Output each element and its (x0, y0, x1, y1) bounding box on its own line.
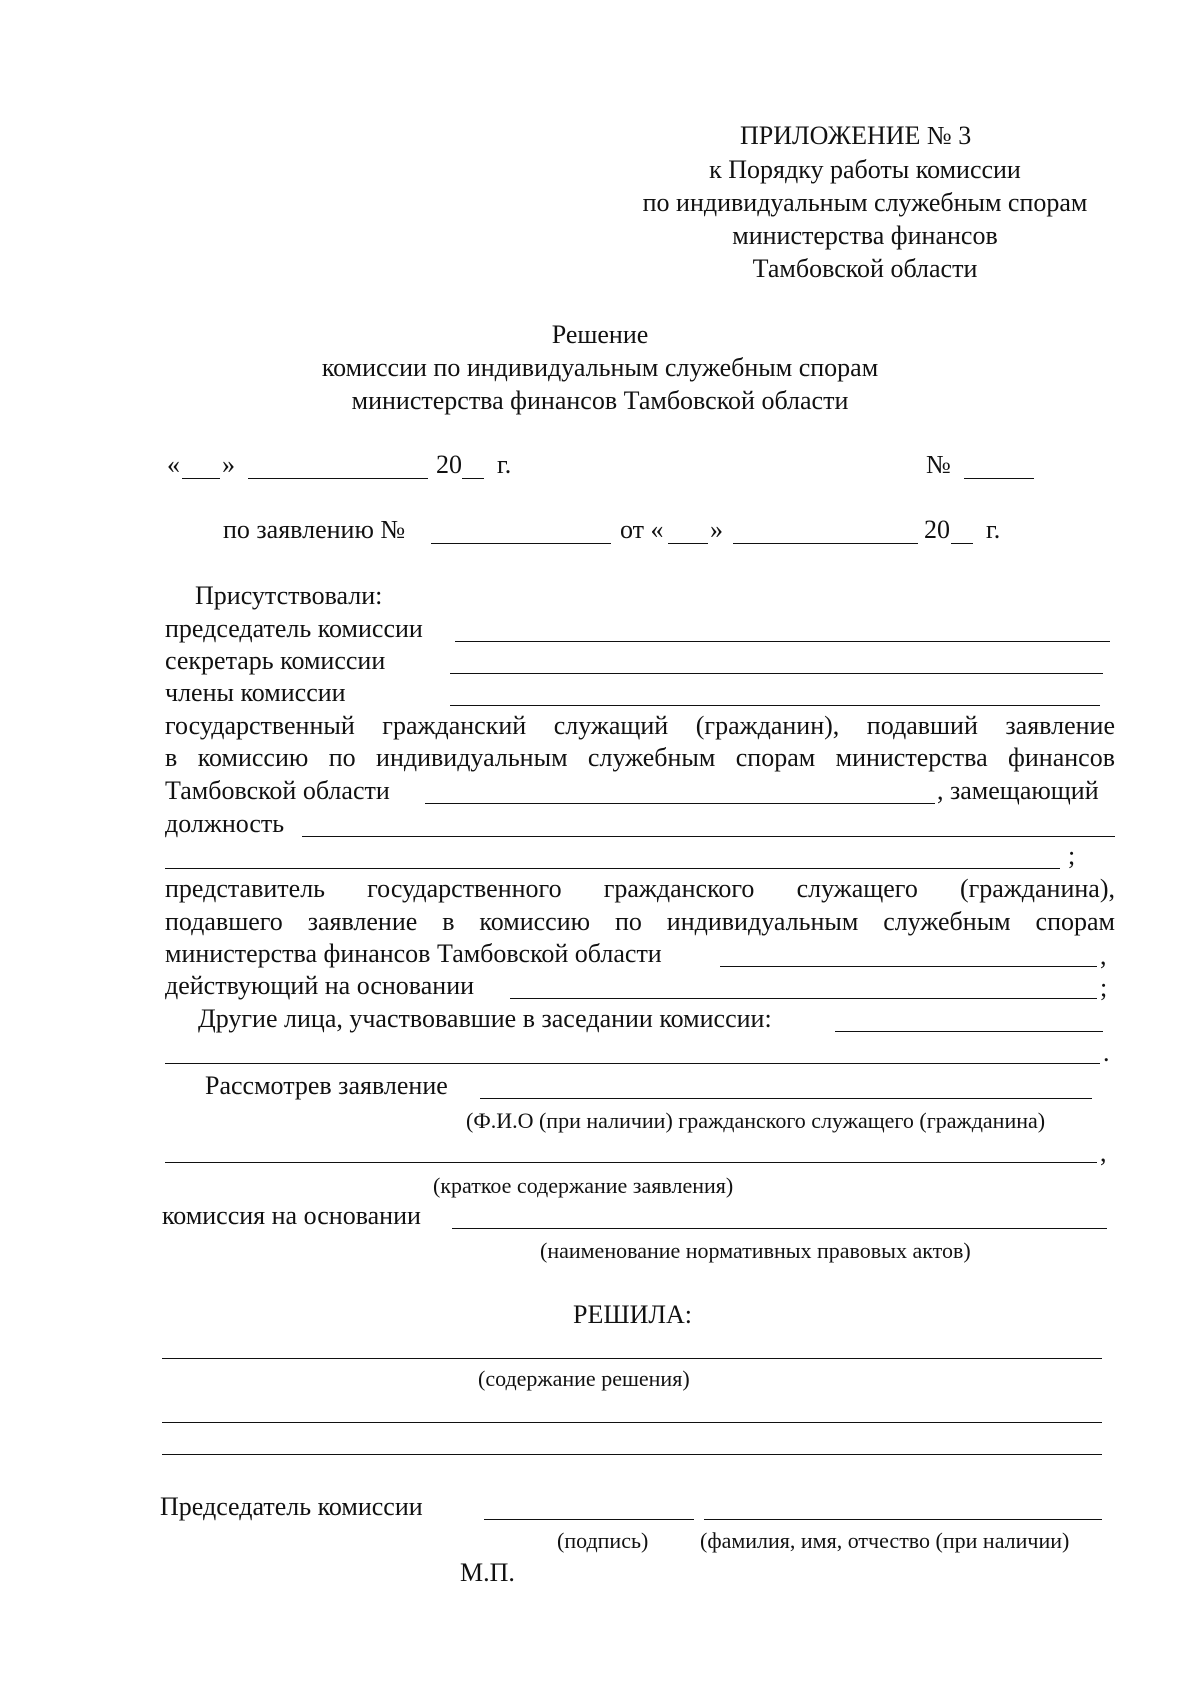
servant-name-field[interactable] (425, 803, 935, 804)
servant-line-3-start: Тамбовской области (165, 776, 390, 805)
appendix-line-3: министерства финансов (732, 221, 998, 250)
appendix-title: ПРИЛОЖЕНИЕ № 3 (740, 121, 972, 150)
review-name-field[interactable] (480, 1098, 1092, 1099)
appendix-line-2: по индивидуальным служебным спорам (642, 188, 1088, 217)
date-year-field[interactable] (462, 478, 484, 479)
application-year-field[interactable] (951, 543, 973, 544)
position-label: должность (165, 809, 285, 838)
others-field-continued[interactable] (165, 1063, 1100, 1064)
application-month-field[interactable] (733, 543, 918, 544)
decision-field-3[interactable] (162, 1454, 1102, 1455)
title-line-3: министерства финансов Тамбовской области (351, 386, 849, 415)
application-label: по заявлению № (223, 515, 406, 544)
acts-caption: (наименование нормативных правовых актов) (540, 1238, 971, 1263)
chairman-label: председатель комиссии (165, 614, 423, 643)
servant-line-2: в комиссию по индивидуальным служебным спорам министерства финансов (165, 743, 1115, 772)
commission-basis-field[interactable] (452, 1228, 1107, 1229)
review-label: Рассмотрев заявление (205, 1071, 448, 1100)
chairman-field[interactable] (455, 641, 1110, 642)
secretary-field[interactable] (450, 673, 1103, 674)
name-caption: (фамилия, имя, отчество (при наличии) (700, 1528, 1070, 1553)
others-label: Другие лица, участвовавшие в заседании комиссии: (198, 1004, 772, 1033)
decision-field-1[interactable] (162, 1358, 1102, 1359)
application-year-prefix: 20 (924, 515, 950, 544)
members-label: члены комиссии (165, 678, 346, 707)
basis-field[interactable] (510, 998, 1097, 999)
representative-comma: , (1100, 941, 1107, 970)
application-close-quote: » (710, 515, 723, 544)
review-comma: , (1100, 1138, 1107, 1167)
date-open-quote: « (167, 450, 180, 479)
application-year-suffix: г. (986, 515, 1001, 544)
date-month-field[interactable] (248, 478, 428, 479)
chairman-signature-label: Председатель комиссии (160, 1492, 423, 1521)
attendance-heading: Присутствовали: (195, 581, 383, 610)
decision-field-2[interactable] (162, 1422, 1102, 1423)
servant-line-3-end: , замещающий (937, 776, 1099, 805)
others-period: . (1103, 1038, 1110, 1067)
basis-label: действующий на основании (165, 971, 475, 1000)
representative-name-field[interactable] (720, 966, 1097, 967)
basis-semicolon: ; (1100, 973, 1108, 1002)
title-line-1: Решение (551, 320, 649, 349)
representative-line-2: подавшего заявление в комиссию по индивидуальным служебным спорам (165, 907, 1115, 936)
signature-field[interactable] (484, 1519, 694, 1520)
appendix-subtitle (590, 153, 1140, 285)
appendix-line-4: Тамбовской области (752, 254, 978, 283)
stamp-mark: М.П. (460, 1558, 515, 1587)
decision-caption: (содержание решения) (478, 1366, 690, 1391)
decision-number-field[interactable] (964, 478, 1034, 479)
chairman-name-field[interactable] (704, 1519, 1102, 1520)
date-close-quote: » (222, 450, 235, 479)
representative-line-3: министерства финансов Тамбовской области (165, 939, 662, 968)
application-number-field[interactable] (431, 543, 611, 544)
servant-line-1: государственный гражданский служащий (гражданин), подавший заявление (165, 711, 1115, 740)
review-summary-field[interactable] (165, 1162, 1097, 1163)
secretary-label: секретарь комиссии (165, 646, 386, 675)
document-title (230, 318, 970, 417)
position-semicolon: ; (1068, 841, 1076, 870)
date-year-prefix: 20 (436, 450, 462, 479)
others-field[interactable] (835, 1031, 1103, 1032)
members-field[interactable] (450, 705, 1100, 706)
representative-line-1: представитель государственного гражданского служащего (гражданина), (165, 874, 1115, 903)
application-day-field[interactable] (668, 543, 708, 544)
appendix-line-1: к Порядку работы комиссии (709, 155, 1021, 184)
signature-caption: (подпись) (557, 1528, 649, 1553)
application-from-label: от « (620, 515, 664, 544)
fio-caption: (Ф.И.О (при наличии) гражданского служащего (гражданина) (466, 1108, 1046, 1133)
commission-basis-label: комиссия на основании (162, 1201, 421, 1230)
position-field-continued[interactable] (165, 868, 1060, 869)
decision-heading: РЕШИЛА: (573, 1300, 692, 1329)
position-field[interactable] (302, 836, 1115, 837)
date-year-suffix: г. (497, 450, 512, 479)
title-line-2: комиссии по индивидуальным служебным спорам (321, 353, 879, 382)
number-label: № (926, 450, 951, 479)
date-day-field[interactable] (182, 478, 220, 479)
summary-caption: (краткое содержание заявления) (433, 1173, 734, 1198)
